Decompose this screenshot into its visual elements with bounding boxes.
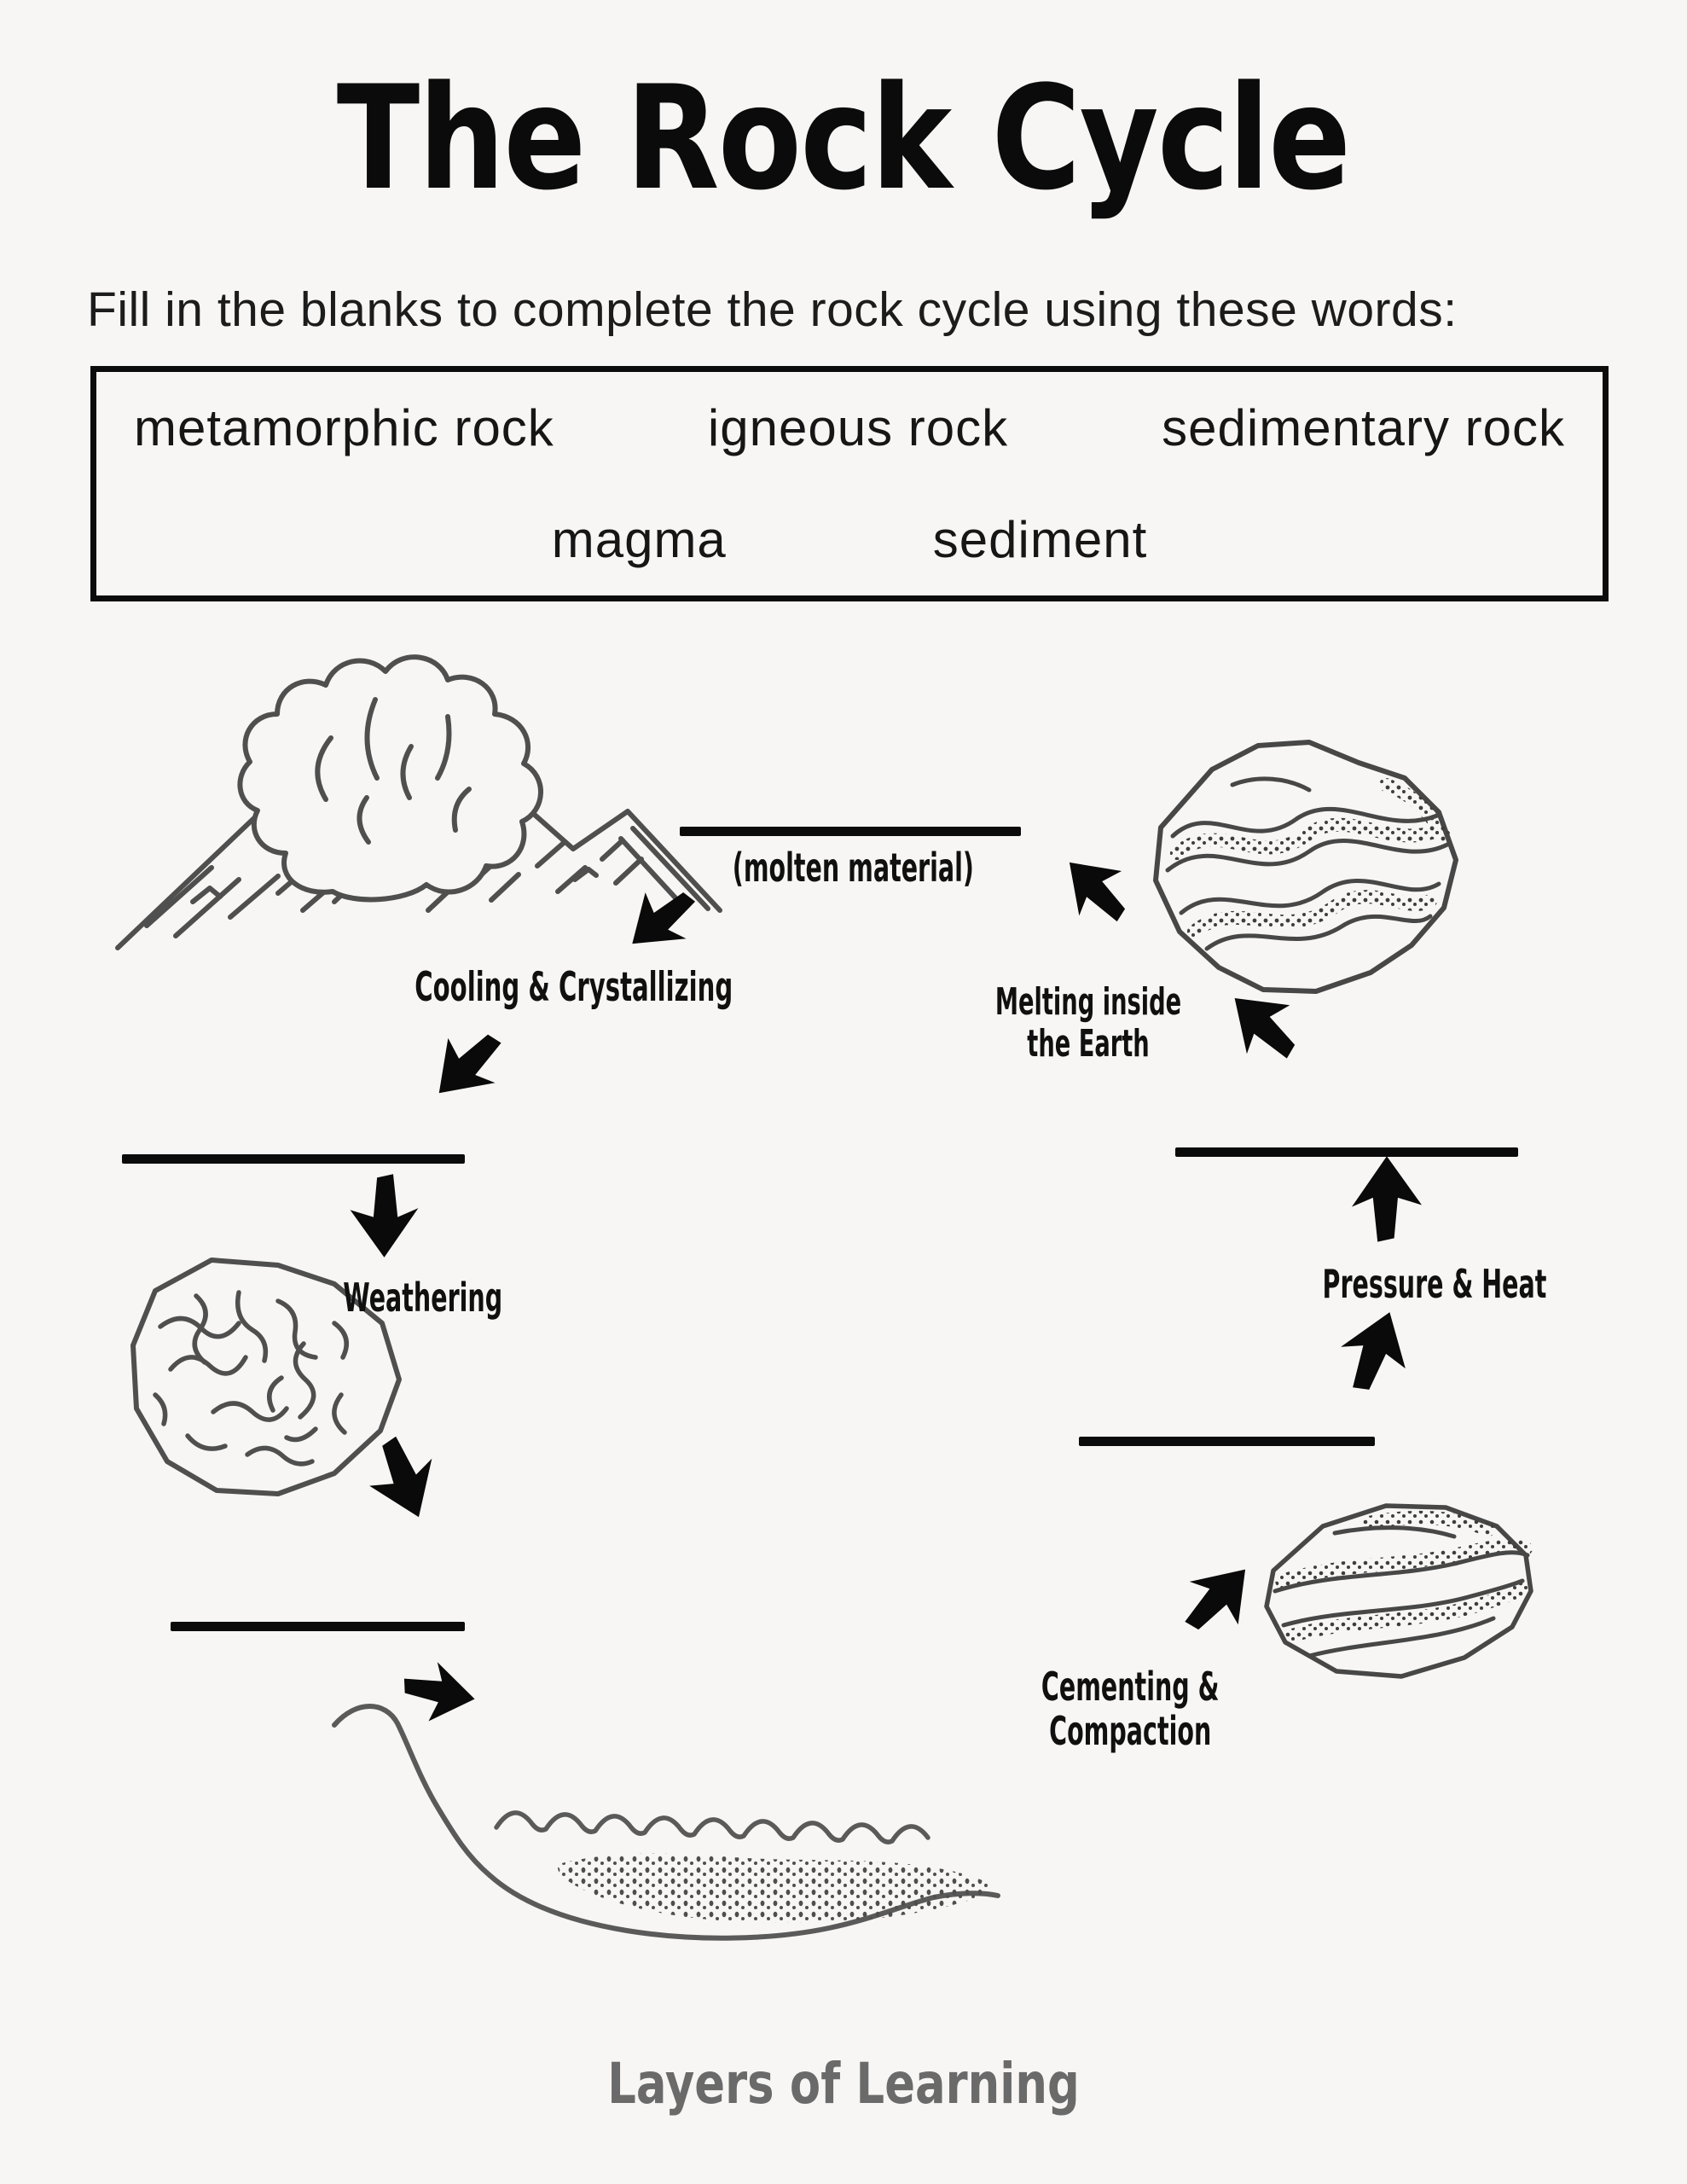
cementing-compaction-label: Cementing & Compaction bbox=[1041, 1664, 1220, 1754]
word-magma: magma bbox=[551, 511, 727, 568]
weathering-label: Weathering bbox=[343, 1275, 503, 1321]
word-bank-row-2 bbox=[96, 510, 1603, 569]
instruction-text: Fill in the blanks to complete the rock cycle using these words: bbox=[87, 282, 1458, 337]
cooling-crystallizing-label: Cooling & Crystallizing bbox=[415, 964, 733, 1011]
sedimentary-rock-blank-line[interactable] bbox=[1079, 1437, 1375, 1446]
magma-blank-line[interactable] bbox=[680, 827, 1021, 836]
metamorphic-rock-icon bbox=[1130, 734, 1471, 1007]
footer-brand-text: Layers of Learning bbox=[607, 2051, 1080, 2117]
arrow-cooling-to-igneous-icon bbox=[407, 1004, 527, 1124]
page-title bbox=[0, 55, 1687, 222]
page-title-text: The Rock Cycle bbox=[337, 55, 1350, 222]
molten-material-caption: (molten material) bbox=[732, 845, 974, 891]
arrow-pressure-upper-icon bbox=[1341, 1153, 1433, 1246]
word-bank-box bbox=[90, 366, 1609, 601]
arrow-sediment-to-water-icon bbox=[393, 1647, 484, 1739]
melting-inside-earth-label: Melting inside the Earth bbox=[994, 980, 1182, 1066]
sedimentary-rock-icon bbox=[1241, 1489, 1539, 1693]
word-bank-row-1 bbox=[96, 398, 1603, 457]
igneous-rock-blank-line[interactable] bbox=[122, 1154, 465, 1164]
word-sedimentary-rock: sedimentary rock bbox=[1162, 399, 1565, 456]
word-metamorphic-rock: metamorphic rock bbox=[134, 399, 554, 456]
arrow-pressure-lower-icon bbox=[1318, 1294, 1433, 1409]
footer bbox=[0, 2051, 1687, 2117]
pressure-heat-label: Pressure & Heat bbox=[1322, 1261, 1547, 1307]
word-sediment: sediment bbox=[932, 511, 1148, 568]
word-igneous-rock: igneous rock bbox=[707, 399, 1009, 456]
arrow-down-from-igneous-blank-icon bbox=[339, 1170, 429, 1260]
sediment-blank-line[interactable] bbox=[171, 1622, 465, 1631]
water-with-sediment-icon bbox=[273, 1689, 1006, 1962]
